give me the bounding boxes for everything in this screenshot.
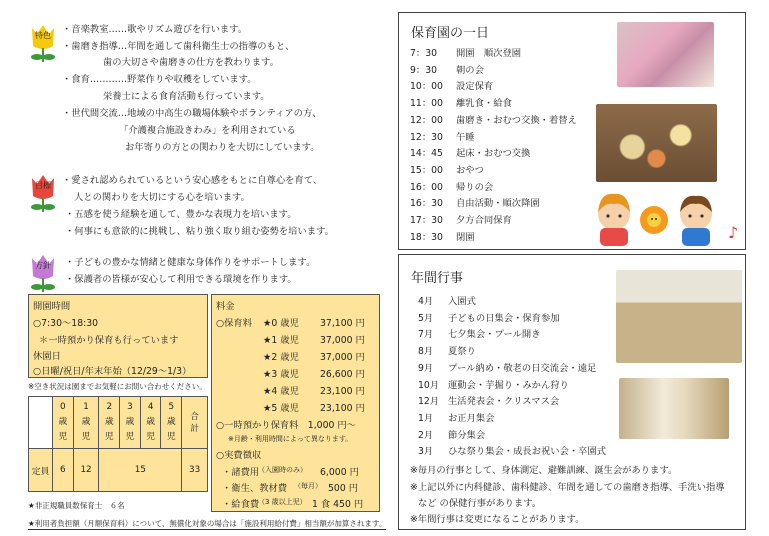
daily-activity: 朝の会 [456, 64, 484, 76]
capacity-header-2: 2 歳 児 [99, 397, 120, 449]
tokushoku-line-7: お年寄りの方との関わりを大切にしています。 [125, 142, 320, 153]
fees-temp-note: ※月齢・利用時間によって異なります。 [228, 435, 353, 443]
daily-time: 11：00 [410, 98, 443, 110]
fees-actual: ○実費徴収 [216, 450, 262, 461]
daily-time: 14：45 [410, 148, 443, 160]
mokuhyo-line-3: ・何事にも意欲的に挑戦し、粘り強く取り組む姿勢を培います。 [65, 226, 334, 237]
daily-activity: 歯磨き・おむつ交換・着替え [456, 114, 577, 126]
hours-line-4: ○日曜/祝日/年末年始（12/29～1/3） [33, 366, 192, 377]
annual-title: 年間行事 [411, 271, 464, 286]
svg-text:♪: ♪ [728, 223, 739, 242]
capacity-value-1: 12 [73, 449, 99, 492]
tokushoku-line-5: ・世代間交流…地域の中高生の職場体験やボランティアの方、 [62, 108, 322, 119]
annual-note-3: ※年間行事は変更になることがあります。 [410, 514, 585, 525]
capacity-header-5: 5 歳 児 [161, 397, 182, 449]
extra-sub-2: （3 歳以上児） [258, 498, 307, 506]
extra-sub-1: （毎月） [294, 482, 322, 490]
fees-box [211, 294, 380, 512]
annual-event: プール納め・敬老の日交流会・遠足 [448, 362, 597, 374]
capacity-header-total: 合 計 [182, 397, 208, 449]
capacity-header-3: 3 歳 児 [120, 397, 141, 449]
tokushoku-line-4: 栄養士による食育活動も行っています。 [103, 91, 270, 102]
tokushoku-line-2: 歯の大切さや歯磨きの仕方を教わります。 [103, 57, 279, 68]
mokuhyo-line-0: ・愛され認められているという安心感をもとに自尊心を育て、 [62, 175, 323, 186]
daily-activity: 離乳食・給食 [456, 98, 512, 110]
tulip-tokushoku-icon [28, 22, 58, 64]
extra-label-0: ・諸費用 [222, 467, 260, 478]
annual-month: 3月 [418, 446, 434, 458]
daily-activity: おやつ [456, 164, 484, 176]
annual-event: お正月集会 [448, 412, 495, 424]
meal-photo [596, 104, 717, 182]
capacity-header-0: 0 歳 児 [53, 397, 74, 449]
tokushoku-line-1: ・歯磨き指導…年間を通して歯科衛生士の指導のもと、 [62, 41, 295, 52]
classroom-photo [616, 270, 742, 363]
annual-event: 生活発表会・クリスマス会 [448, 396, 560, 408]
fee-age-0: ★0 歳児 [263, 318, 299, 329]
annual-event: 節分集会 [448, 429, 486, 441]
hoshin-line-1: ・保護者の皆様が安心して利用できる環境を作ります。 [65, 274, 297, 285]
staff-note: ★非正規職員数保育士 ６名 [28, 501, 125, 510]
daily-time: 9：30 [410, 64, 438, 76]
hours-line-0: 開園時間 [33, 301, 71, 312]
daily-activity: 開園 順次登園 [456, 48, 522, 59]
annual-event: 七夕集会・プール開き [448, 329, 541, 341]
mokuhyo-line-2: ・五感を使う経験を通して、豊かな表現力を培います。 [65, 209, 297, 220]
extra-price-2: 1 食 450 円 [312, 499, 364, 510]
fee-age-4: ★4 歳児 [263, 386, 299, 397]
hallway-photo [619, 378, 729, 439]
annual-note-1: ※上記以外に内科健診、歯科健診、年間を通しての歯磨き指導、手洗い指導 [410, 482, 725, 493]
annual-month: 10月 [418, 379, 440, 391]
fee-price-3: 26,600 円 [320, 369, 365, 380]
hours-box [28, 294, 208, 378]
daily-time: 18：30 [410, 231, 443, 243]
fees-temp: ○一時預かり保育料 1,000 円～ [216, 420, 356, 431]
daily-time: 16：30 [410, 198, 443, 210]
hours-note: ※空き状況は園までお気軽にお問い合わせください。 [28, 382, 207, 391]
capacity-table [28, 396, 208, 492]
capacity-corner [29, 397, 53, 449]
fee-price-0: 37,100 円 [320, 318, 365, 329]
annual-month: 8月 [418, 346, 434, 358]
fee-price-5: 23,100 円 [320, 403, 365, 414]
daily-activity: 夕方合同保育 [456, 215, 512, 226]
fee-age-5: ★5 歳児 [263, 403, 299, 414]
daily-activity: 起床・おむつ交換 [456, 148, 531, 160]
tokushoku-line-6: 「介護複合施設きわみ」を利用されている [119, 125, 296, 136]
annual-event: 夏祭り [448, 346, 476, 358]
tokushoku-label: 特色 [35, 31, 51, 40]
annual-month: 12月 [418, 396, 440, 408]
children-illustration [592, 190, 744, 246]
capacity-row-label: 定員 [29, 449, 53, 492]
extra-sub-0: （入園時のみ） [258, 466, 307, 474]
fees-category: ○保育料 [216, 318, 253, 329]
annual-event: 子どもの日集会・保育参加 [448, 312, 560, 324]
annual-month: 4月 [418, 296, 434, 307]
annual-month: 1月 [418, 412, 434, 424]
tokushoku-line-3: ・食育…………野菜作りや収穫をしています。 [62, 74, 257, 85]
annual-month: 9月 [418, 362, 434, 374]
capacity-header-1: 1 歳 児 [73, 397, 99, 449]
annual-note-0: ※毎月の行事として、身体測定、避難訓練、誕生会があります。 [410, 465, 678, 476]
fees-title: 料金 [216, 301, 235, 312]
hoshin-label: 方針 [35, 261, 51, 270]
daily-title: 保育園の一日 [411, 26, 490, 41]
mokuhyo-label: 目標 [35, 181, 51, 190]
hours-line-2: ＊一時預かり保育も行っています [39, 335, 179, 346]
daily-activity: 閉園 [456, 231, 475, 243]
annual-month: 2月 [418, 429, 434, 441]
daily-time: 12：00 [410, 114, 443, 126]
daily-activity: 自由活動・順次降園 [456, 198, 540, 210]
daily-activity: 帰りの会 [456, 181, 494, 193]
daily-time: 15：00 [410, 164, 443, 176]
capacity-value-total: 33 [182, 449, 208, 492]
playing-photo [617, 22, 714, 87]
hoshin-line-0: ・子どもの豊かな情緒と健康な身体作りをサポートします。 [65, 257, 316, 268]
tokushoku-line-0: ・音楽教室……歌やリズム遊びを行います。 [62, 24, 248, 35]
daily-time: 17：30 [410, 215, 443, 226]
mokuhyo-line-1: 人との関わりを大切にする心を培います。 [74, 192, 250, 203]
daily-activity: 設定保育 [456, 81, 494, 93]
daily-time: 7：30 [410, 48, 438, 59]
footer-note: ★利用者負担額（月額保育料）について、無償化対象の場合は「施設利用給付費」相当額が加算されます。 [28, 519, 387, 528]
fee-age-3: ★3 歳児 [263, 369, 299, 380]
daily-time: 10：00 [410, 81, 443, 93]
fee-price-1: 37,000 円 [320, 335, 365, 346]
extra-price-1: 500 円 [328, 483, 358, 494]
fee-age-1: ★1 歳児 [263, 335, 299, 346]
extra-price-0: 6,000 円 [320, 467, 359, 478]
capacity-header-4: 4 歳 児 [140, 397, 161, 449]
annual-event: ひな祭り集会・成長お祝い会・卒園式 [448, 446, 607, 458]
annual-event: 入園式 [448, 296, 476, 307]
capacity-value-2-5: 15 [99, 449, 182, 492]
annual-event: 運動会・芋掘り・みかん狩り [448, 379, 569, 391]
hours-line-1: ○7:30～18:30 [33, 318, 99, 329]
annual-month: 5月 [418, 312, 434, 324]
daily-time: 16：00 [410, 181, 443, 193]
tulip-mokuhyo-icon [28, 172, 58, 214]
annual-month: 7月 [418, 329, 434, 341]
extra-label-1: ・衛生、教材費 [222, 483, 288, 494]
fee-price-4: 23,100 円 [320, 386, 365, 397]
extra-label-2: ・給食費 [222, 499, 260, 510]
fee-age-2: ★2 歳児 [263, 352, 299, 363]
hours-line-3: 休園日 [33, 351, 61, 362]
annual-note-2: など の保健行事があります。 [418, 498, 542, 509]
daily-time: 12：30 [410, 131, 443, 143]
fee-price-2: 37,000 円 [320, 352, 365, 363]
daily-activity: 午睡 [456, 131, 475, 143]
capacity-value-0: 6 [53, 449, 74, 492]
tulip-hoshin-icon [28, 252, 58, 294]
